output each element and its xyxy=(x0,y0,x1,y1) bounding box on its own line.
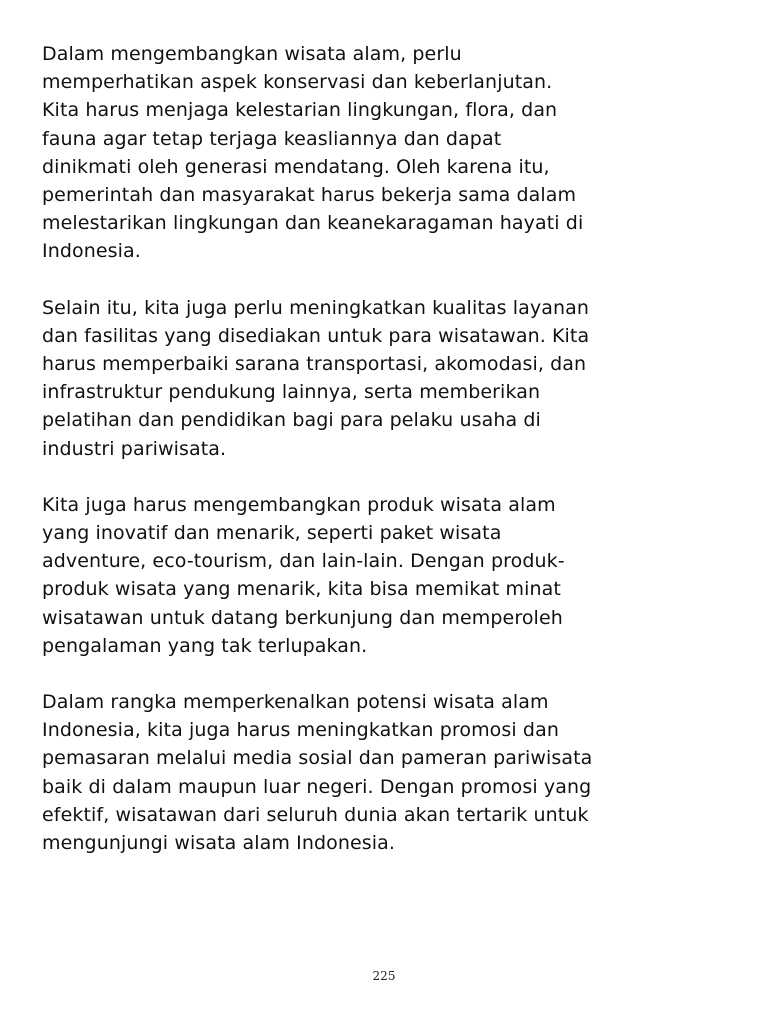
text-line: pengalaman yang tak terlupakan. xyxy=(42,634,368,657)
text-line: wisatawan untuk datang berkunjung dan memperoleh xyxy=(42,606,563,629)
text-line: pemasaran melalui media sosial dan pameran pariwisata xyxy=(42,747,593,770)
paragraph-4 xyxy=(42,688,732,857)
text-line: harus memperbaiki sarana transportasi, akomodasi, dan xyxy=(42,353,587,376)
text-line: Kita juga harus mengembangkan produk wisata alam xyxy=(42,493,556,516)
text-line: pemerintah dan masyarakat harus bekerja sama dalam xyxy=(42,184,577,207)
text-line: efektif, wisatawan dari seluruh dunia akan tertarik untuk xyxy=(42,803,589,826)
paragraph-1 xyxy=(42,40,732,266)
text-line: infrastruktur pendukung lainnya, serta memberikan xyxy=(42,381,541,404)
text-line: industri pariwisata. xyxy=(42,437,227,460)
text-line: memperhatikan aspek konservasi dan keberlanjutan. xyxy=(42,71,553,94)
paragraph-3 xyxy=(42,491,732,660)
text-line: mengunjungi wisata alam Indonesia. xyxy=(42,832,396,855)
text-line: Dalam mengembangkan wisata alam, perlu xyxy=(42,43,462,65)
text-line: baik di dalam maupun luar negeri. Dengan promosi yang xyxy=(42,775,592,798)
text-line: Dalam rangka memperkenalkan potensi wisata alam xyxy=(42,691,549,714)
paragraph-2 xyxy=(42,294,732,463)
text-line: Indonesia, kita juga harus meningkatkan promosi dan xyxy=(42,719,559,742)
text-line: dan fasilitas yang disediakan untuk para wisatawan. Kita xyxy=(42,324,590,347)
text-line: adventure, eco-tourism, dan lain-lain. Dengan produk- xyxy=(42,550,565,573)
text-line: Kita harus menjaga kelestarian lingkungan, flora, dan xyxy=(42,99,558,122)
page-number: 225 xyxy=(372,969,396,983)
text-line: pelatihan dan pendidikan bagi para pelaku usaha di xyxy=(42,409,541,432)
text-line: Selain itu, kita juga perlu meningkatkan kualitas layanan xyxy=(42,296,589,319)
text-line: fauna agar tetap terjaga keasliannya dan dapat xyxy=(42,127,502,150)
text-line: produk wisata yang menarik, kita bisa memikat minat xyxy=(42,578,561,601)
text-line: yang inovatif dan menarik, seperti paket wisata xyxy=(42,522,502,545)
text-line: dinikmati oleh generasi mendatang. Oleh karena itu, xyxy=(42,155,550,178)
text-line: Indonesia. xyxy=(42,240,141,263)
body-text xyxy=(42,40,732,885)
text-line: melestarikan lingkungan dan keanekaragaman hayati di xyxy=(42,212,584,235)
